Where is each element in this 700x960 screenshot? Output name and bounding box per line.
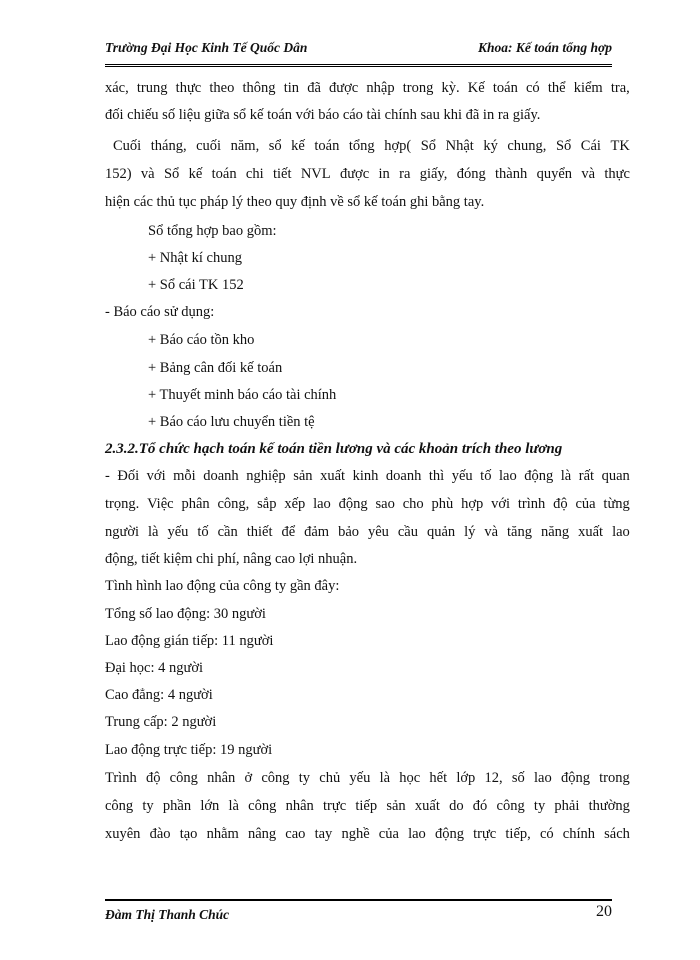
- word: công,: [217, 496, 250, 512]
- word: trong: [402, 80, 434, 96]
- p4-line-3: [105, 826, 630, 843]
- word: tin: [283, 80, 300, 96]
- word: và: [140, 166, 155, 182]
- p2-line-1: [113, 138, 630, 155]
- word: thành: [495, 166, 528, 182]
- word: 12,: [484, 770, 503, 786]
- word: chủ: [319, 770, 341, 786]
- word: kinh: [352, 468, 379, 484]
- word: mỗi: [173, 468, 196, 484]
- word: với: [491, 496, 511, 512]
- ledger-item: + Sổ cái TK 152: [148, 277, 244, 293]
- word: ty: [298, 770, 311, 786]
- word: công: [169, 770, 198, 786]
- word: cuối: [196, 138, 222, 154]
- word: công: [496, 798, 525, 814]
- report-item: + Thuyết minh báo cáo tài chính: [148, 387, 337, 403]
- workforce-item: Cao đẳng: 4 người: [105, 687, 213, 703]
- word: là: [228, 798, 239, 814]
- word: đảm: [304, 524, 330, 540]
- word: cần: [217, 524, 238, 540]
- word: thể: [547, 80, 566, 96]
- p4-line-1: [105, 770, 630, 787]
- word: ra: [399, 166, 411, 182]
- word: giấy,: [419, 166, 448, 182]
- word: cao: [285, 826, 306, 842]
- word: động: [524, 468, 554, 484]
- p2-line-2: [105, 166, 630, 183]
- word: Sổ: [420, 138, 437, 154]
- p1-line-1: [105, 80, 630, 97]
- p3-line-1: [105, 468, 630, 485]
- word: lý: [464, 524, 476, 540]
- header-university: Trường Đại Học Kinh Tế Quốc Dân: [105, 40, 308, 55]
- word: tăng: [507, 524, 532, 540]
- word: Nhật: [445, 138, 474, 154]
- word: xuất: [320, 468, 346, 484]
- word: sản: [293, 468, 313, 484]
- word: chính: [562, 826, 595, 842]
- word: Sổ: [555, 138, 572, 154]
- workforce-item: Lao động trực tiếp: 19 người: [105, 742, 273, 758]
- word: TK: [610, 138, 630, 154]
- word: với: [146, 468, 166, 484]
- word: kiểm: [573, 80, 603, 96]
- word: in: [378, 166, 390, 182]
- word: sắp: [257, 496, 277, 512]
- word: tiết: [272, 166, 292, 182]
- report-item: + Bảng cân đối kế toán: [148, 360, 283, 376]
- word: độ: [553, 496, 568, 512]
- p4-line-2: [105, 798, 630, 815]
- word: nghề: [341, 826, 370, 842]
- word: tổng: [348, 138, 375, 154]
- section-heading: 2.3.2.Tổ chức hạch toán kế toán tiền lương và các khoản trích theo lương: [105, 441, 563, 457]
- word: tiếp: [355, 798, 378, 814]
- word: của: [575, 496, 596, 512]
- word: tay: [314, 826, 333, 842]
- word: yếu: [167, 524, 189, 540]
- report-item: + Báo cáo lưu chuyển tiền tệ: [148, 414, 315, 430]
- page-footer: [105, 899, 612, 922]
- word: và: [581, 166, 596, 182]
- word: trực: [473, 826, 497, 842]
- word: Kế: [467, 80, 485, 96]
- word: sản: [386, 798, 406, 814]
- word: sách: [604, 826, 630, 842]
- word: trình: [517, 496, 546, 512]
- word: năm,: [230, 138, 260, 154]
- word: số: [511, 770, 525, 786]
- page-number: 20: [596, 903, 612, 920]
- workforce-item: Lao động gián tiếp: 11 người: [105, 633, 274, 649]
- word: kế: [291, 138, 305, 154]
- word: nhân: [207, 770, 236, 786]
- word: quan: [601, 468, 630, 484]
- word: phù: [431, 496, 454, 512]
- reports-intro: - Báo cáo sử dụng:: [105, 304, 215, 320]
- word: từng: [603, 496, 630, 512]
- word: quyển: [536, 166, 572, 182]
- word: động: [560, 770, 590, 786]
- report-item: + Báo cáo tồn kho: [148, 332, 255, 348]
- word: Đối: [117, 468, 140, 484]
- word: có: [526, 80, 540, 96]
- word: là: [148, 524, 159, 540]
- word: hết: [429, 770, 448, 786]
- header-faculty: Khoa: Kế toán tổng hợp: [477, 40, 612, 55]
- word: tạo: [179, 826, 198, 842]
- word: của: [378, 826, 399, 842]
- word: quản: [426, 524, 456, 540]
- word: toán: [492, 80, 518, 96]
- word: yêu: [367, 524, 389, 540]
- word: ký: [483, 138, 498, 154]
- word: toán: [314, 138, 340, 154]
- word: phải: [554, 798, 580, 814]
- word: thì: [428, 468, 445, 484]
- word: ở: [244, 770, 253, 786]
- word: thực: [604, 166, 630, 182]
- word: để: [281, 524, 296, 540]
- p3-line-2: [105, 496, 630, 513]
- word: Việc: [147, 496, 174, 512]
- word: tố: [480, 468, 492, 484]
- word: đã: [307, 80, 321, 96]
- word: là: [379, 770, 391, 786]
- word: lao: [408, 826, 426, 842]
- word: đóng: [456, 166, 486, 182]
- word: học: [399, 770, 421, 786]
- word: chi: [245, 166, 264, 182]
- p3-line-3: [105, 524, 630, 541]
- word: năng: [540, 524, 570, 540]
- word: thiết: [246, 524, 273, 540]
- word: công: [248, 798, 277, 814]
- footer-author: Đàm Thị Thanh Chúc: [105, 907, 230, 922]
- word: 152): [105, 166, 132, 182]
- word: đào: [149, 826, 171, 842]
- word: thực: [175, 80, 202, 96]
- word: bảo: [338, 524, 359, 540]
- word: lao: [498, 468, 517, 484]
- word: -: [105, 468, 110, 484]
- word: Trình: [105, 770, 137, 786]
- p3-line-4: động, tiết kiệm chi phí, nâng cao lợi nhuận.: [105, 551, 358, 567]
- word: kỳ.: [441, 80, 460, 96]
- word: toán: [211, 166, 237, 182]
- word: người: [105, 524, 140, 540]
- word: hợp: [461, 496, 484, 512]
- word: tháng,: [150, 138, 187, 154]
- word: xác,: [105, 80, 129, 96]
- word: lao: [612, 524, 630, 540]
- word: đó: [472, 798, 488, 814]
- word: nâng: [247, 826, 277, 842]
- word: sao: [375, 496, 395, 512]
- word: trực: [322, 798, 347, 814]
- word: xuất: [414, 798, 440, 814]
- word: thường: [588, 798, 630, 814]
- workforce-item: Trung cấp: 2 người: [105, 714, 217, 730]
- page-header: [105, 38, 612, 67]
- word: rất: [578, 468, 595, 484]
- word: phần: [162, 798, 192, 814]
- word: nhân: [285, 798, 314, 814]
- word: theo: [209, 80, 235, 96]
- word: ty: [142, 798, 154, 814]
- word: nhập: [366, 80, 395, 96]
- word: lao: [313, 496, 331, 512]
- word: do: [449, 798, 464, 814]
- word: sổ: [268, 138, 282, 154]
- word: ty: [533, 798, 546, 814]
- word: Cái: [580, 138, 601, 154]
- ledger-item: + Nhật kí chung: [148, 250, 242, 266]
- word: cho: [402, 496, 424, 512]
- workforce-item: Đại học: 4 người: [105, 660, 204, 676]
- word: lớp: [456, 770, 476, 786]
- word: được: [329, 80, 359, 96]
- word: kế: [188, 166, 203, 182]
- word: trong: [599, 770, 630, 786]
- word: Cuối: [113, 138, 142, 154]
- word: độ: [145, 770, 161, 786]
- word: chung,: [507, 138, 547, 154]
- word: xếp: [284, 496, 306, 512]
- word: yếu: [349, 770, 371, 786]
- word: xuyên: [105, 826, 141, 842]
- word: xuất: [578, 524, 604, 540]
- word: được: [339, 166, 370, 182]
- word: trung: [136, 80, 168, 96]
- word: Sổ: [163, 166, 180, 182]
- word: NVL: [300, 166, 331, 182]
- word: lớn: [200, 798, 220, 814]
- word: động: [434, 826, 464, 842]
- word: hợp(: [384, 138, 412, 154]
- workforce-item: Tổng số lao động: 30 người: [105, 606, 266, 622]
- word: cầu: [397, 524, 418, 540]
- word: phân: [181, 496, 210, 512]
- word: nghiệp: [246, 468, 286, 484]
- word: thông: [242, 80, 276, 96]
- word: yếu: [451, 468, 473, 484]
- word: doanh: [203, 468, 239, 484]
- ledger-intro: Sổ tổng hợp bao gồm:: [148, 223, 277, 239]
- word: tố: [197, 524, 209, 540]
- word: và: [484, 524, 499, 540]
- word: tiếp,: [505, 826, 531, 842]
- word: trọng.: [105, 496, 140, 512]
- word: doanh: [385, 468, 422, 484]
- p2-line-3: hiện các thủ tục pháp lý theo quy định về sổ kế toán ghi bằng tay.: [105, 194, 485, 210]
- word: công: [105, 798, 134, 814]
- word: công: [261, 770, 290, 786]
- word: lao: [534, 770, 552, 786]
- word: có: [539, 826, 554, 842]
- p1-line-2: đối chiếu số liệu giữa sổ kế toán với báo cáo tài chính sau khi đã in ra giấy.: [105, 107, 541, 123]
- word: động: [338, 496, 368, 512]
- word: là: [560, 468, 572, 484]
- workforce-intro: Tình hình lao động của công ty gần đây:: [105, 578, 340, 594]
- word: tra,: [610, 80, 630, 96]
- word: nhằm: [206, 826, 239, 842]
